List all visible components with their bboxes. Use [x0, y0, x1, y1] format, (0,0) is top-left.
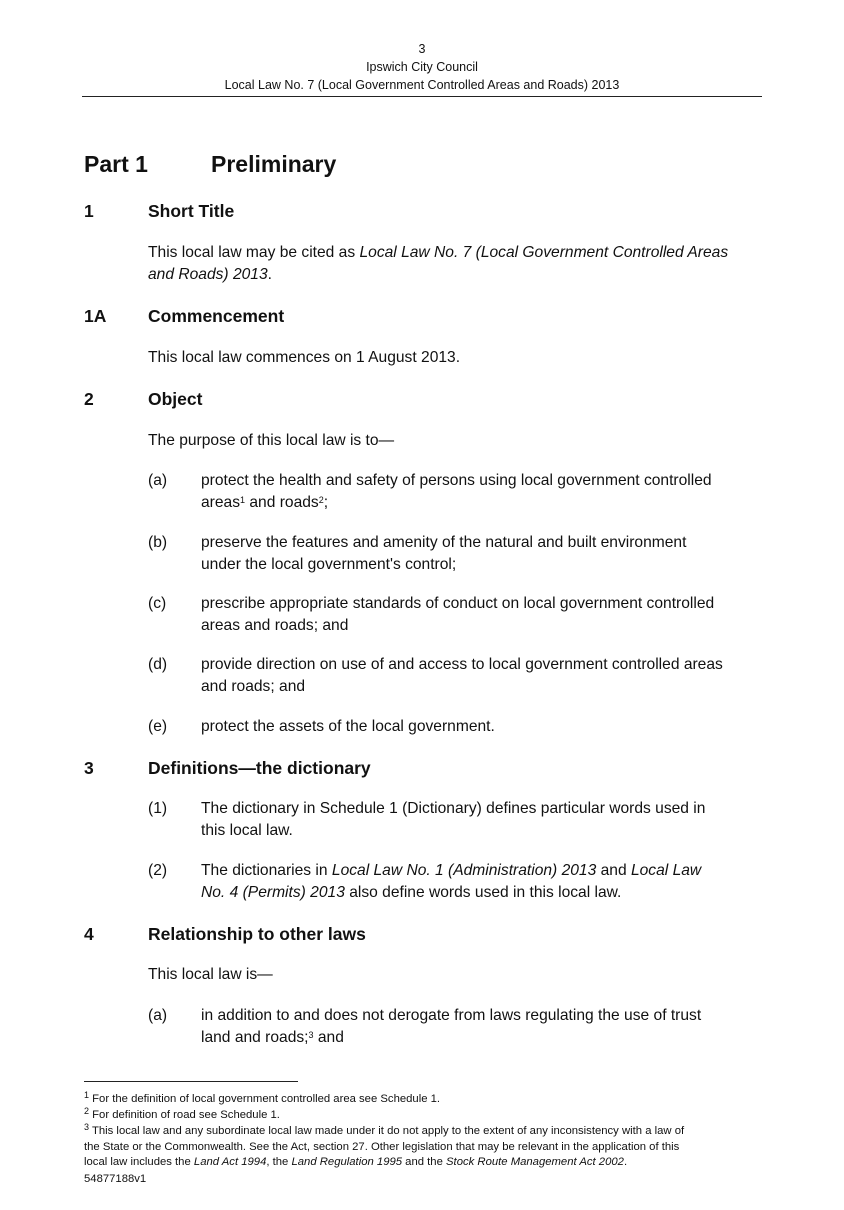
law-title-header: Local Law No. 7 (Local Government Controlled Areas and Roads) 2013	[224, 78, 620, 92]
section-1a-title: Commencement	[148, 306, 285, 326]
definition-item-1: The dictionary in Schedule 1 (Dictionary) defines particular words used in this local law.	[201, 800, 706, 839]
part-title: Preliminary	[211, 151, 337, 177]
item-label: (2)	[148, 862, 168, 879]
item-label: (e)	[148, 718, 168, 735]
section-2-number: 2	[84, 389, 94, 409]
footnote-rule	[84, 1081, 298, 1082]
footnote-1: $^1$ For the definition of local government controlled area see Schedule 1.	[84, 1090, 441, 1105]
part-label: Part 1	[84, 151, 148, 177]
footnote-3: $^3$ This local law and any subordinate local law made under it do not apply to the extent of any inconsistency with a law of the State or the Commonwealth. See the Act, section 27. Other legislation that may be relevant in the application of this local law includes the Land Act 1994, the Land Regulation 1995 and the Stock Route Management Act 2002.	[84, 1122, 685, 1168]
item-label: (c)	[148, 595, 167, 612]
footnote-ref-1[interactable]: 1	[240, 495, 246, 505]
item-label: (b)	[148, 534, 168, 551]
section-1-number: 1	[84, 201, 94, 221]
footnote-ref-2[interactable]: 2	[318, 495, 324, 505]
council-name: Ipswich City Council	[366, 60, 478, 74]
section-1-text: This local law may be cited as Local Law No. 7 (Local Government Controlled Areas and Roads) 2013.	[148, 244, 729, 283]
object-item-e: protect the assets of the local government.	[201, 718, 495, 735]
object-item-b: preserve the features and amenity of the natural and built environment under the local government's control;	[201, 534, 687, 573]
section-4-number: 4	[84, 924, 94, 944]
section-4-intro: This local law is—	[148, 966, 273, 983]
item-label: (a)	[148, 472, 168, 489]
item-label: (a)	[148, 1007, 168, 1024]
object-item-c: prescribe appropriate standards of conduct on local government controlled areas and roads; and	[201, 595, 715, 634]
section-3-number: 3	[84, 758, 94, 778]
section-1a-number: 1A	[84, 306, 107, 326]
section-2-title: Object	[148, 389, 203, 409]
item-label: (d)	[148, 656, 168, 673]
object-item-a: protect the health and safety of persons using local government controlled areas$^1$ and roads$^2$;	[201, 472, 712, 511]
section-2-intro: The purpose of this local law is to—	[148, 432, 395, 449]
document-id: 54877188v1	[84, 1173, 147, 1185]
header-rule	[82, 96, 762, 97]
item-label: (1)	[148, 800, 168, 817]
section-1a-text: This local law commences on 1 August 2013.	[148, 349, 461, 366]
section-1-title: Short Title	[148, 201, 235, 221]
section-3-title: Definitions—the dictionary	[148, 758, 371, 778]
object-item-d: provide direction on use of and access to local government controlled areas and roads; and	[201, 656, 723, 695]
footnote-2: $^2$ For definition of road see Schedule 1.	[84, 1106, 280, 1121]
section-4-title: Relationship to other laws	[148, 924, 366, 944]
footnote-ref-3[interactable]: 3	[308, 1030, 314, 1040]
definition-item-2: The dictionaries in Local Law No. 1 (Administration) 2013 and Local Law No. 4 (Permits) 2013 also define words used in this local law.	[201, 862, 702, 901]
page-number: 3	[418, 42, 426, 56]
relationship-item-a: in addition to and does not derogate from laws regulating the use of trust land and roads;$^3$ and	[201, 1007, 702, 1046]
